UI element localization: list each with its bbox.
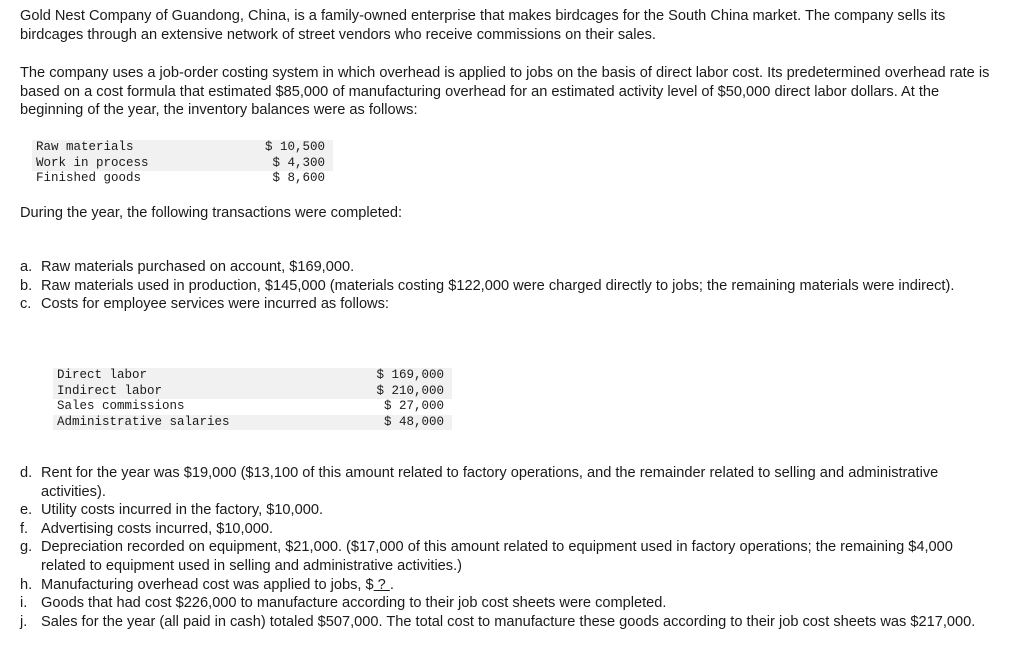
- inventory-value: $ 8,600: [272, 171, 325, 185]
- list-item: [20, 613, 995, 632]
- item-text: Goods that had cost $226,000 to manufacture according to their job cost sheets were completed.: [41, 595, 667, 612]
- table-row: [53, 384, 452, 400]
- list-item: [20, 277, 995, 296]
- item-text: Advertising costs incurred, $10,000.: [41, 520, 274, 537]
- item-letter: e.: [20, 502, 33, 519]
- transactions-list-a: [20, 258, 995, 314]
- list-item: [20, 520, 995, 539]
- list-item: [20, 464, 995, 501]
- table-row: [32, 171, 333, 187]
- item-text: Sales for the year (all paid in cash) totaled $507,000. The total cost to manufacture these goods according to their job cost sheets was $217,000.: [41, 613, 976, 630]
- item-letter: b.: [20, 277, 33, 294]
- item-letter: h.: [20, 576, 33, 593]
- item-letter: j.: [20, 613, 28, 630]
- item-text: Depreciation recorded on equipment, $21,000. ($17,000 of this amount related to equipment used in factory operations; the remaining $4,000 related to equipment used in selling and administrative activities.): [41, 539, 953, 574]
- item-text: Utility costs incurred in the factory, $10,000.: [41, 502, 324, 519]
- item-letter: i.: [20, 595, 28, 612]
- labor-label: Administrative salaries: [53, 415, 368, 431]
- answer-blank: ?: [373, 576, 390, 593]
- list-item: [20, 501, 995, 520]
- item-text: Costs for employee services were incurred as follows:: [41, 296, 389, 313]
- inventory-label: Finished goods: [36, 171, 142, 185]
- inventory-label: Work in process: [32, 156, 259, 172]
- item-letter: c.: [20, 296, 32, 313]
- item-letter: g.: [20, 539, 33, 556]
- table-row: [32, 140, 333, 156]
- labor-value: $ 169,000: [368, 368, 452, 384]
- list-item: [20, 594, 995, 613]
- item-text: Rent for the year was $19,000 ($13,100 of this amount related to factory operations, and the remainder related to selling and administrative activities).: [41, 465, 939, 500]
- item-text: Raw materials purchased on account, $169,000.: [41, 259, 355, 275]
- item-letter: f.: [20, 520, 29, 537]
- inventory-value: $ 10,500: [259, 140, 333, 156]
- transactions-list-b: [20, 464, 995, 631]
- item-text-end: .: [389, 576, 394, 593]
- intro-paragraph-1: Gold Nest Company of Guandong, China, is a family-owned enterprise that makes birdcages for the South China market. The company sells its birdcages through an extensive network of street vendors who receive commissions on their sales.: [20, 8, 946, 43]
- list-item: [20, 295, 995, 314]
- item-text: Raw materials used in production, $145,000 (materials costing $122,000 were charged directly to jobs; the remaining materials were indirect).: [41, 277, 955, 294]
- during-year-text: During the year, the following transactions were completed:: [20, 205, 403, 221]
- table-row: [53, 368, 452, 384]
- inventory-value: $ 4,300: [259, 156, 333, 172]
- item-text: Manufacturing overhead cost was applied to jobs, $: [41, 576, 374, 593]
- labor-value: $ 210,000: [368, 384, 452, 400]
- list-item: [20, 258, 995, 277]
- inventory-balances-table: [32, 140, 333, 187]
- list-item: [20, 576, 995, 595]
- list-item: [20, 538, 995, 575]
- labor-label: Direct labor: [53, 368, 368, 384]
- intro-paragraph-2: The company uses a job-order costing system in which overhead is applied to jobs on the basis of direct labor cost. Its predetermined overhead rate is based on a cost formula that estimated $85,000 of manufacturing overhead for an estimated activity level of $50,000 direct labor dollars. At the beginning of the year, the inventory balances were as follows:: [20, 65, 990, 118]
- table-row: [53, 415, 452, 431]
- labor-label: Sales commissions: [57, 399, 185, 413]
- table-row: [53, 399, 452, 415]
- table-row: [32, 156, 333, 172]
- labor-costs-table: [53, 368, 452, 430]
- item-letter: a.: [20, 259, 33, 275]
- item-letter: d.: [20, 465, 33, 481]
- labor-value: $ 27,000: [383, 399, 444, 413]
- labor-value: $ 48,000: [368, 415, 452, 431]
- inventory-label: Raw materials: [32, 140, 259, 156]
- labor-label: Indirect labor: [53, 384, 368, 400]
